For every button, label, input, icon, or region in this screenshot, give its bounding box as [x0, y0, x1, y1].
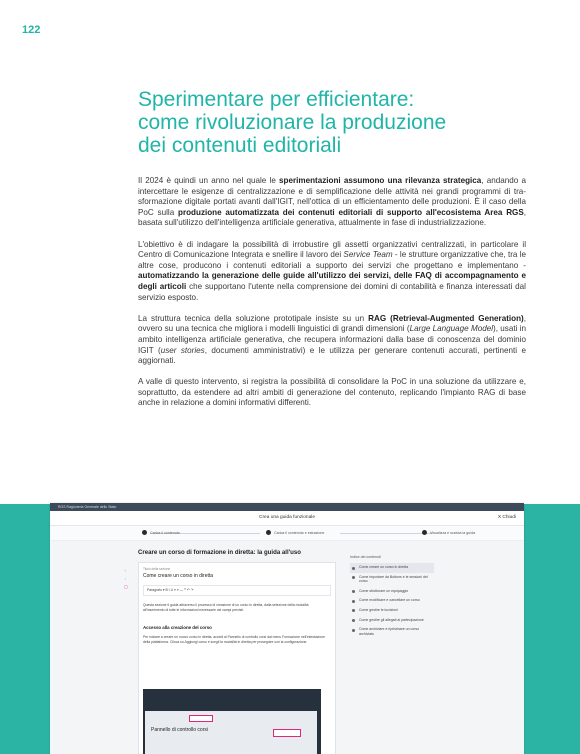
table-of-contents: [350, 555, 434, 639]
rich-text-toolbar[interactable]: Paragrafo ▾ B I U ≡ ≡ — ❞ ↶ ↷: [143, 585, 331, 596]
text-run: , andando a intercettare le esigenze di centralizzazione e di semplificazione delle attività nei grandi programmi di tra-sformazione digitale portati avanti dall'IGIT, nell'ottica di un efficientamento delle produzioni. È il caso della PoC sulla: [138, 176, 526, 217]
text-run: , ovvero su una tecnica che migliora i modelli linguistici di grandi dimensioni (: [138, 313, 526, 334]
highlight-box: [273, 729, 301, 737]
page-number: 122: [22, 24, 41, 36]
editor-paragraph[interactable]: Per iniziare a creare un nuovo corso in diretta, accedi al Pannello di controllo corsi dal menu Formazione nell'intestazione della piattaforma. Clicca su Aggiungi corso e scegli la modalità in diretta per proseguire con la configurazione.: [143, 635, 325, 644]
body-paragraph: [138, 240, 526, 304]
text-run: che supportano l'utente nella comprensione dei domini di contabilità e finanza interessati dal servizio esposto.: [138, 281, 526, 302]
step-2[interactable]: Carica il contenuto e estrazione: [266, 530, 324, 535]
body-paragraph: [138, 314, 526, 367]
text-run: L'obiettivo è di indagare la possibilità di irrobustire gli assetti organizzativi centralizzati, in particolare il Centro di Comunicazione Integrata e snellire il lavoro dei: [138, 239, 526, 260]
toc-item[interactable]: Come importare da Buttons e le sessioni del corso: [350, 573, 434, 587]
body-text: [138, 176, 526, 420]
app-screenshot: [50, 503, 524, 754]
editor-subheading[interactable]: Accesso alla creazione del corso: [143, 625, 212, 630]
text-run: Service Team: [343, 250, 393, 260]
toc-item[interactable]: Come gestire le iscrizioni: [350, 606, 434, 616]
app-header-title: Crea una guida funzionale: [258, 515, 315, 520]
down-arrow-icon[interactable]: ↓: [124, 576, 126, 581]
editor-side-icons: [124, 567, 128, 591]
page-title: Sperimentare per efficientare: come rivoluzionare la produzione dei contenuti editoriali: [138, 88, 447, 157]
step-1[interactable]: Carica il contenuto: [142, 530, 180, 535]
step-check-icon: [142, 530, 147, 535]
document-title[interactable]: Creare un corso di formazione in diretta: la guida all'uso: [138, 549, 301, 556]
section-heading-input[interactable]: Come creare un corso in diretta: [143, 573, 214, 579]
body-paragraph: [138, 377, 526, 409]
text-run: ), usati in ambito intelligenza artificiale generativa, che recupera informazioni dalla base di conoscenza del dominio IGIT (: [138, 324, 526, 355]
toc-item[interactable]: Come gestire gli allegati ai partecipazione: [350, 616, 434, 626]
stepper: [50, 526, 524, 541]
app-topbar: RGS Ragioneria Generale dello Stato: [50, 503, 524, 511]
step-check-icon: [266, 530, 271, 535]
text-run: user stories: [160, 345, 205, 355]
text-run: , documenti amministrativi) e le utilizza per generare contenuti accurati, pertinenti e aggiornati.: [138, 345, 526, 366]
highlight-box: [189, 715, 213, 722]
bold-text: sperimentazioni assumono una rilevanza strategica: [279, 176, 482, 185]
toc-item[interactable]: Come strutturare un equipaggio: [350, 587, 434, 597]
step-3[interactable]: Visualizza e scarica la guida: [422, 530, 475, 535]
section-editor[interactable]: [138, 562, 336, 754]
editor-field-label: Titolo della sezione: [143, 567, 171, 571]
body-paragraph: [138, 176, 526, 229]
text-run: , basata sull'utilizzo dell'intelligenza artificiale generativa, attualmente in fase di industrializzazione.: [138, 207, 526, 228]
text-run: La struttura tecnica della soluzione prototipale insiste su un: [138, 313, 369, 323]
text-run: - le strutture organizzative che, tra le altre cose, producono i contenuti editoriali a supporto dei servizi che progettano e implementano -: [138, 250, 527, 270]
bold-text: RAG (Retrieval-Augmented Generation): [368, 313, 524, 323]
embedded-screenshot: [143, 689, 321, 754]
app-header: [50, 511, 524, 526]
step-current-icon: [422, 530, 427, 535]
toc-title: Indice dei contenuti: [350, 555, 381, 559]
up-arrow-icon[interactable]: ↑: [124, 568, 126, 573]
toc-item[interactable]: Come creare un corso in diretta: [350, 563, 434, 573]
bold-text: automatizzando la generazione delle guide all'utilizzo dei servizi, delle FAQ di accompagnamento e degli articoli: [138, 271, 526, 291]
embedded-caption: Pannello di controllo corsi: [151, 727, 208, 733]
stepper-line: [340, 533, 432, 534]
editor-area: [138, 549, 338, 754]
text-run: Il 2024 è quindi un anno nel quale le: [138, 176, 280, 185]
text-run: Large Language Model: [409, 324, 494, 334]
toc-item[interactable]: Come archiviare e ripristinare un corso archiviato: [350, 625, 434, 639]
toc-item[interactable]: Come modificare e cancellare un corso: [350, 596, 434, 606]
editor-paragraph[interactable]: Questa sezione ti guida attraverso il processo di creazione di un corso in diretta, dalla selezione della modalità all'inserimento di tutte le informazioni necessarie nei campi previsti.: [143, 603, 309, 612]
app-main: [50, 541, 524, 754]
bold-text: produzione automatizzata dei contenuti editoriali di supporto all'ecosistema Area RGS: [178, 207, 524, 217]
trash-icon[interactable]: ▢: [124, 584, 128, 589]
text-run: A valle di questo intervento, si registra la possibilità di consolidare la PoC in una soluzione da utilizzare e, soprattutto, da estendere ad altri ambiti di generazione del contenuto, replicando l'impianto RAG di base anche in relazione a domini informativi differenti.: [138, 377, 526, 408]
exit-button[interactable]: X Chiudi: [497, 515, 516, 520]
